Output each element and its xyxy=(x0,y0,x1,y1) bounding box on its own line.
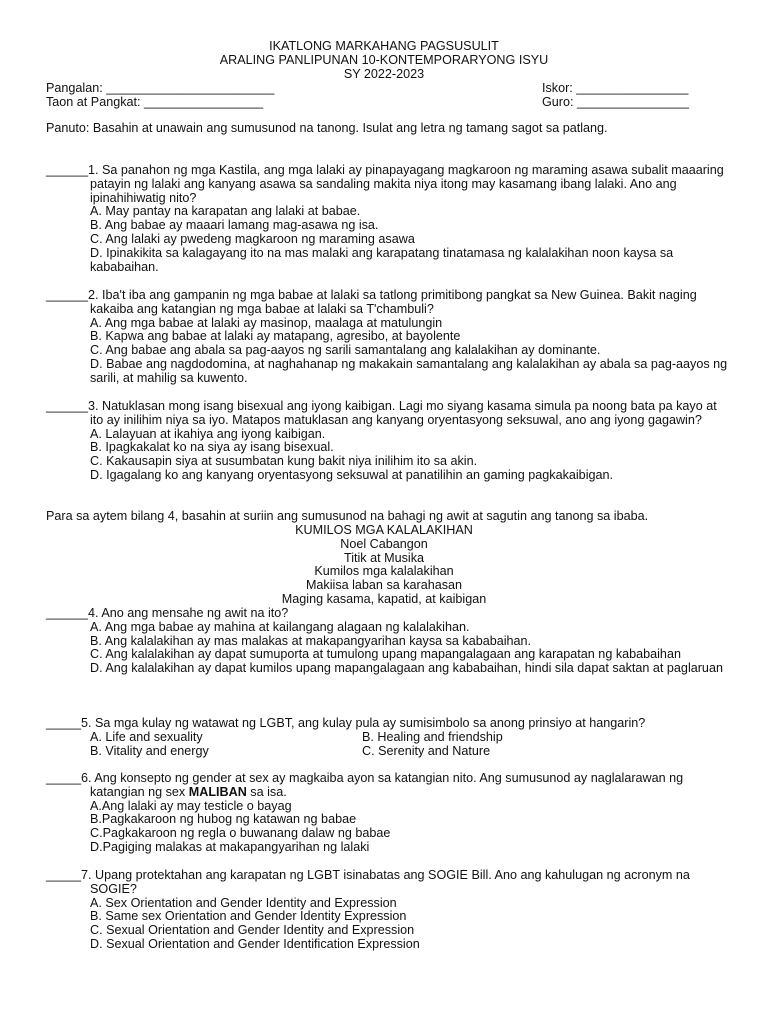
question-6-option-d: D.Pagiging malakas at makapangyarihan ng lalaki xyxy=(90,839,370,854)
teacher-field: Guro: ________________ xyxy=(542,95,690,109)
question-6-stem xyxy=(46,772,730,800)
name-field: Pangalan: ________________________ xyxy=(46,81,275,95)
question-3-option-a: A. Lalayuan at ikahiya ang iyong kaibigan. xyxy=(90,426,326,441)
song-excerpt xyxy=(46,524,722,607)
song-credit: Titik at Musika xyxy=(343,550,424,565)
question-1-option-b: B. Ang babae ay maaari lamang mag-asawa ng isa. xyxy=(90,218,379,233)
student-info xyxy=(46,82,726,110)
question-3-option-b: B. Ipagkakalat ko na siya ay isang bisexual. xyxy=(90,440,334,455)
question-7-option-a: A. Sex Orientation and Gender Identity and Expression xyxy=(90,895,397,910)
question-2-option-c: C. Ang babae ang abala sa pag-aayos ng sarili samantalang ang kalalakihan ay dominante. xyxy=(90,343,601,358)
question-5-option-d: C. Serenity and Nature xyxy=(362,743,491,758)
question-2-stem: ______2. Iba't iba ang gampanin ng mga babae at lalaki sa tatlong primitibong pangkat sa New Guinea. Bakit naging kakaiba ang katangian ng mga babae at lalaki sa T'chambuli? xyxy=(46,288,697,316)
question-3-option-d: D. Igagalang ko ang kanyang oryentasyong seksuwal at panatilihin an gaming pagkakaibigan. xyxy=(90,467,613,482)
question-2-option-a: A. Ang mga babae at lalaki ay masinop, maalaga at matulungin xyxy=(90,315,443,330)
question-2 xyxy=(46,289,730,386)
question-3-stem: ______3. Natuklasan mong isang bisexual ang iyong kaibigan. Lagi mo siyang kasama simula pa noong bata pa kayo at ito ay inilihim niya sa iyo. Matapos matuklasan ang kanyang oryentasyong seksuwal, ano ang iyong gagawin? xyxy=(46,399,717,427)
question-6-stem-end: sa isa. xyxy=(246,784,287,799)
question-1-option-d: D. Ipinakikita sa kalagayang ito na mas malaki ang karapatang tinatamasa ng kalalakihan noon kaysa sa kababaihan. xyxy=(90,245,674,274)
question-6-stem-text: _____6. Ang konsepto ng gender at sex ay magkaiba ayon sa katangian nito. Ang sumusunod ay naglalarawan ng katangian ng sex xyxy=(46,771,684,799)
question-3 xyxy=(46,400,730,483)
question-7 xyxy=(46,869,730,952)
section-field: Taon at Pangkat: _________________ xyxy=(46,95,264,109)
question-7-option-c: C. Sexual Orientation and Gender Identity and Expression xyxy=(90,923,415,938)
exam-title: IKATLONG MARKAHANG PAGSUSULIT xyxy=(269,39,499,53)
song-author: Noel Cabangon xyxy=(340,536,428,551)
question-5 xyxy=(46,717,730,759)
question-2-option-b: B. Kapwa ang babae at lalaki ay matapang, agresibo, at bayolente xyxy=(90,329,461,344)
question-6-option-b: B.Pagkakaroon ng hubog ng katawan ng babae xyxy=(90,812,357,827)
song-intro: Para sa aytem bilang 4, basahin at suriin ang sumusunod na bahagi ng awit at sagutin ang tanong sa ibaba. xyxy=(46,509,649,523)
song-line-1: Kumilos mga kalalakihan xyxy=(314,564,454,579)
exam-subject: ARALING PANLIPUNAN 10-KONTEMPORARYONG ISYU xyxy=(219,53,549,67)
question-1-option-a: A. May pantay na karapatan ang lalaki at babae. xyxy=(90,204,361,219)
question-6-option-a: A.Ang lalaki ay may testicle o bayag xyxy=(90,798,292,813)
question-3-option-c: C. Kakausapin siya at susumbatan kung bakit niya inilihim ito sa akin. xyxy=(90,454,478,469)
school-year: SY 2022-2023 xyxy=(343,67,425,81)
question-4-option-d: D. Ang kalalakihan ay dapat kumilos upang mapangalagaan ang kababaihan, hindi sila dapat saktan at paglaruan xyxy=(90,661,723,676)
song-line-2: Makiisa laban sa karahasan xyxy=(305,578,463,593)
question-4-option-c: C. Ang kalalakihan ay dapat sumuporta at tumulong upang mapangalagaan ang karapatan ng kababaihan xyxy=(90,647,681,662)
song-title: KUMILOS MGA KALALAKIHAN xyxy=(295,523,473,537)
question-6-option-c: C.Pagkakaroon ng regla o buwanang dalaw ng babae xyxy=(90,826,391,841)
question-1-option-c: C. Ang lalaki ay pwedeng magkaroon ng maraming asawa xyxy=(90,231,415,246)
question-7-stem: _____7. Upang protektahan ang karapatan ng LGBT isinabatas ang SOGIE Bill. Ano ang kahulugan ng acronym na SOGIE? xyxy=(46,868,690,896)
question-6 xyxy=(46,772,730,855)
question-4-option-a: A. Ang mga babae ay mahina at kailangang alagaan ng kalalakihan. xyxy=(90,619,470,634)
question-5-stem: _____5. Sa mga kulay ng watawat ng LGBT, ang kulay pula ay sumisimbolo sa anong prinsiyo at hangarin? xyxy=(46,716,646,730)
song-line-3: Maging kasama, kapatid, at kaibigan xyxy=(281,591,487,606)
question-5-option-a: A. Life and sexuality xyxy=(90,729,203,744)
directions: Panuto: Basahin at unawain ang sumusunod na tanong. Isulat ang letra ng tamang sagot sa patlang. xyxy=(46,121,608,135)
question-6-stem-emphasis: MALIBAN xyxy=(188,784,247,799)
question-4 xyxy=(46,607,730,676)
question-1-stem: ______1. Sa panahon ng mga Kastila, ang mga lalaki ay pinapayagang magkaroon ng maraming asawa subalit maaaring patayin ng lalaki ang kanyang asawa sa sandaling makita niya itong may kasamang ibang lalaki. Ano ang ipinahihiwatig nito? xyxy=(46,163,724,205)
question-1 xyxy=(46,164,730,274)
question-7-option-d: D. Sexual Orientation and Gender Identification Expression xyxy=(90,936,420,951)
question-5-option-c: B. Vitality and energy xyxy=(90,743,209,758)
question-2-option-d: D. Babae ang nagdodomina, at naghahanap ng makakain samantalang ang kalalakihan ay abala sa pag-aayos ng sarili, at mahilig sa kuwento. xyxy=(90,356,728,385)
question-4-option-b: B. Ang kalalakihan ay mas malakas at makapangyarihan kaysa sa kababaihan. xyxy=(90,633,532,648)
score-field: Iskor: ________________ xyxy=(542,81,689,95)
question-7-option-b: B. Same sex Orientation and Gender Identity Expression xyxy=(90,909,407,924)
exam-header xyxy=(0,40,768,82)
question-4-stem: ______4. Ano ang mensahe ng awit na ito? xyxy=(46,606,289,620)
question-5-option-b: B. Healing and friendship xyxy=(362,729,503,744)
